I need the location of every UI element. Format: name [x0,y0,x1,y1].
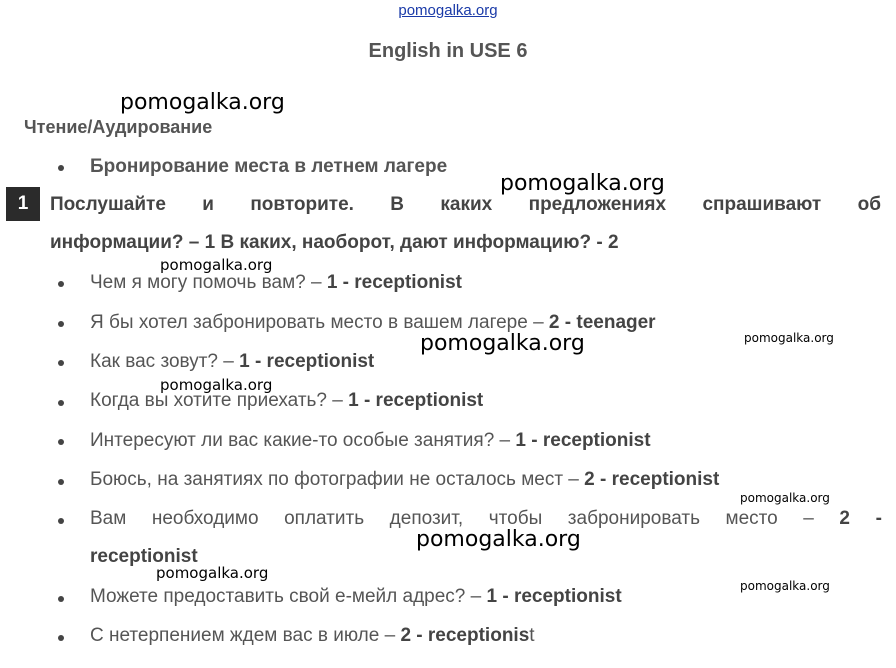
watermark: pomogalka.org [500,171,665,196]
item-answer: 1 - receptionist [348,390,484,411]
instruction-word: Послушайте [50,194,166,215]
item-word: депозит, [389,508,464,529]
watermark: pomogalka.org [744,331,834,345]
watermark: pomogalka.org [420,331,585,356]
list-item [90,469,719,491]
item-text: Когда вы хотите приехать? – [90,390,349,411]
item-answer: 1 - receptionist [486,586,622,607]
item-answer: 2 - teenager [548,312,656,333]
item-text: Я бы хотел забронировать место в вашем лагере – [90,312,549,333]
bullet-icon [58,518,64,524]
instruction-word: каких [440,194,493,215]
item-word: необходимо [151,508,259,529]
exercise-number-badge [6,187,40,221]
list-item [90,272,462,294]
bullet-icon [58,439,64,445]
list-item [90,430,651,452]
exercise-instruction-line2: информации? – 1 В каких, наоборот, дают информацию? - 2 [50,232,619,253]
bullet-icon [58,165,64,171]
item-word: место [725,508,778,529]
instruction-word: спрашивают [702,194,822,215]
exercise-instruction-line1 [50,194,881,216]
item-answer: 1 - receptionist [239,351,375,372]
exercise-number: 1 [17,193,29,214]
watermark: pomogalka.org [156,564,269,582]
instruction-word: предложениях [528,194,667,215]
item-word: Вам [90,508,127,529]
item-answer: 2 [839,508,850,529]
bullet-icon [58,360,64,366]
item-word: – [803,508,814,529]
item-answer: 1 - receptionist [326,272,462,293]
instruction-word: об [857,194,881,215]
section-title: Чтение/Аудирование [24,117,213,137]
item-text: Боюсь, на занятиях по фотографии не осталось мест – [90,469,585,490]
item-text: Чем я могу помочь вам? – [90,272,327,293]
instruction-word: и [202,194,214,215]
site-link[interactable]: pomogalka.org [398,2,498,19]
item-answer: 1 - receptionist [515,430,651,451]
item-answer: receptionist [90,546,198,567]
bullet-icon [58,596,64,602]
watermark: pomogalka.org [120,90,285,115]
bullet-icon [58,635,64,641]
item-tail: t [529,625,535,646]
topic-title: Бронирование места в летнем лагере [90,156,448,177]
instruction-word: В [390,194,405,215]
bullet-icon [58,479,64,485]
item-answer: 2 - receptionist [584,469,720,490]
item-text: С нетерпением ждем вас в июле – [90,625,401,646]
item-word: оплатить [284,508,365,529]
list-item [90,351,374,373]
watermark: pomogalka.org [160,376,273,394]
watermark: pomogalka.org [160,256,273,274]
item-text: Можете предоставить свой е-мейл адрес? – [90,586,487,607]
book-title: English in USE 6 [368,40,528,62]
list-item [90,625,535,647]
item-answer: 2 - receptionis [400,625,530,646]
item-text: Как вас зовут? – [90,351,240,372]
watermark: pomogalka.org [416,527,581,552]
item-answer: - [875,508,882,529]
instruction-word: повторите. [250,194,354,215]
list-item [90,390,483,412]
item-word: чтобы [488,508,543,529]
watermark: pomogalka.org [740,491,830,505]
watermark: pomogalka.org [740,579,830,593]
item-word: забронировать [567,508,700,529]
list-item [90,586,622,608]
bullet-icon [58,281,64,287]
bullet-icon [58,400,64,406]
item-text: Интересуют ли вас какие-то особые занятия? – [90,430,516,451]
bullet-icon [58,321,64,327]
